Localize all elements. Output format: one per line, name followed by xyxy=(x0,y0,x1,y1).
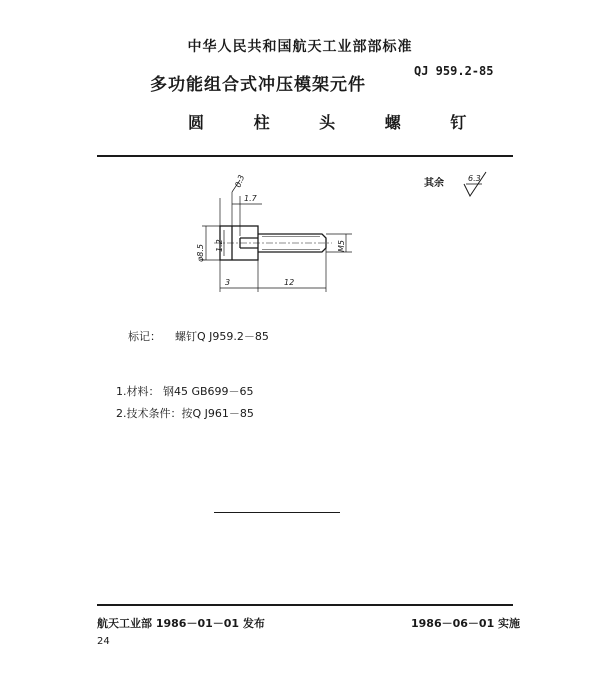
issued-date: 航天工业部 1986－01－01 发布 xyxy=(97,617,265,630)
top-divider xyxy=(97,155,513,157)
marking-label: 标记： xyxy=(128,330,161,343)
dim-chamfer: 0.3 xyxy=(233,173,247,189)
marking-value: 螺钉Q J959.2－85 xyxy=(175,330,269,343)
document-title: 多功能组合式冲压模架元件 xyxy=(150,75,366,95)
roughness-label: 其余 xyxy=(424,178,444,189)
roughness-value: 6.3 xyxy=(468,174,481,183)
surface-roughness-mark xyxy=(424,170,514,200)
effective-date: 1986－06－01 实施 xyxy=(411,617,521,630)
dim-slot-width: 1.7 xyxy=(244,194,257,203)
end-of-content-line xyxy=(214,512,340,513)
dim-thread: M5 xyxy=(337,240,346,252)
dim-head-length: 3 xyxy=(225,278,231,287)
spec-material: 1.材料： 钢45 GB699－65 xyxy=(116,385,254,398)
screw-drawing xyxy=(180,168,380,298)
bottom-divider xyxy=(97,604,513,606)
ministry-standard-title: 中华人民共和国航天工业部部标准 xyxy=(187,39,413,55)
dim-shank-length: 12 xyxy=(284,278,295,287)
part-name: 圆 柱 头 螺 钉 xyxy=(188,113,489,132)
standard-code: QJ 959.2-85 xyxy=(414,64,494,78)
page-number: 24 xyxy=(97,636,110,647)
dim-head-diameter: φ8.5 xyxy=(196,244,205,262)
marking-line xyxy=(128,328,269,344)
dim-slot-depth: 1.2 xyxy=(215,239,224,252)
spec-technical-conditions: 2.技术条件：按Q J961－85 xyxy=(116,407,254,420)
